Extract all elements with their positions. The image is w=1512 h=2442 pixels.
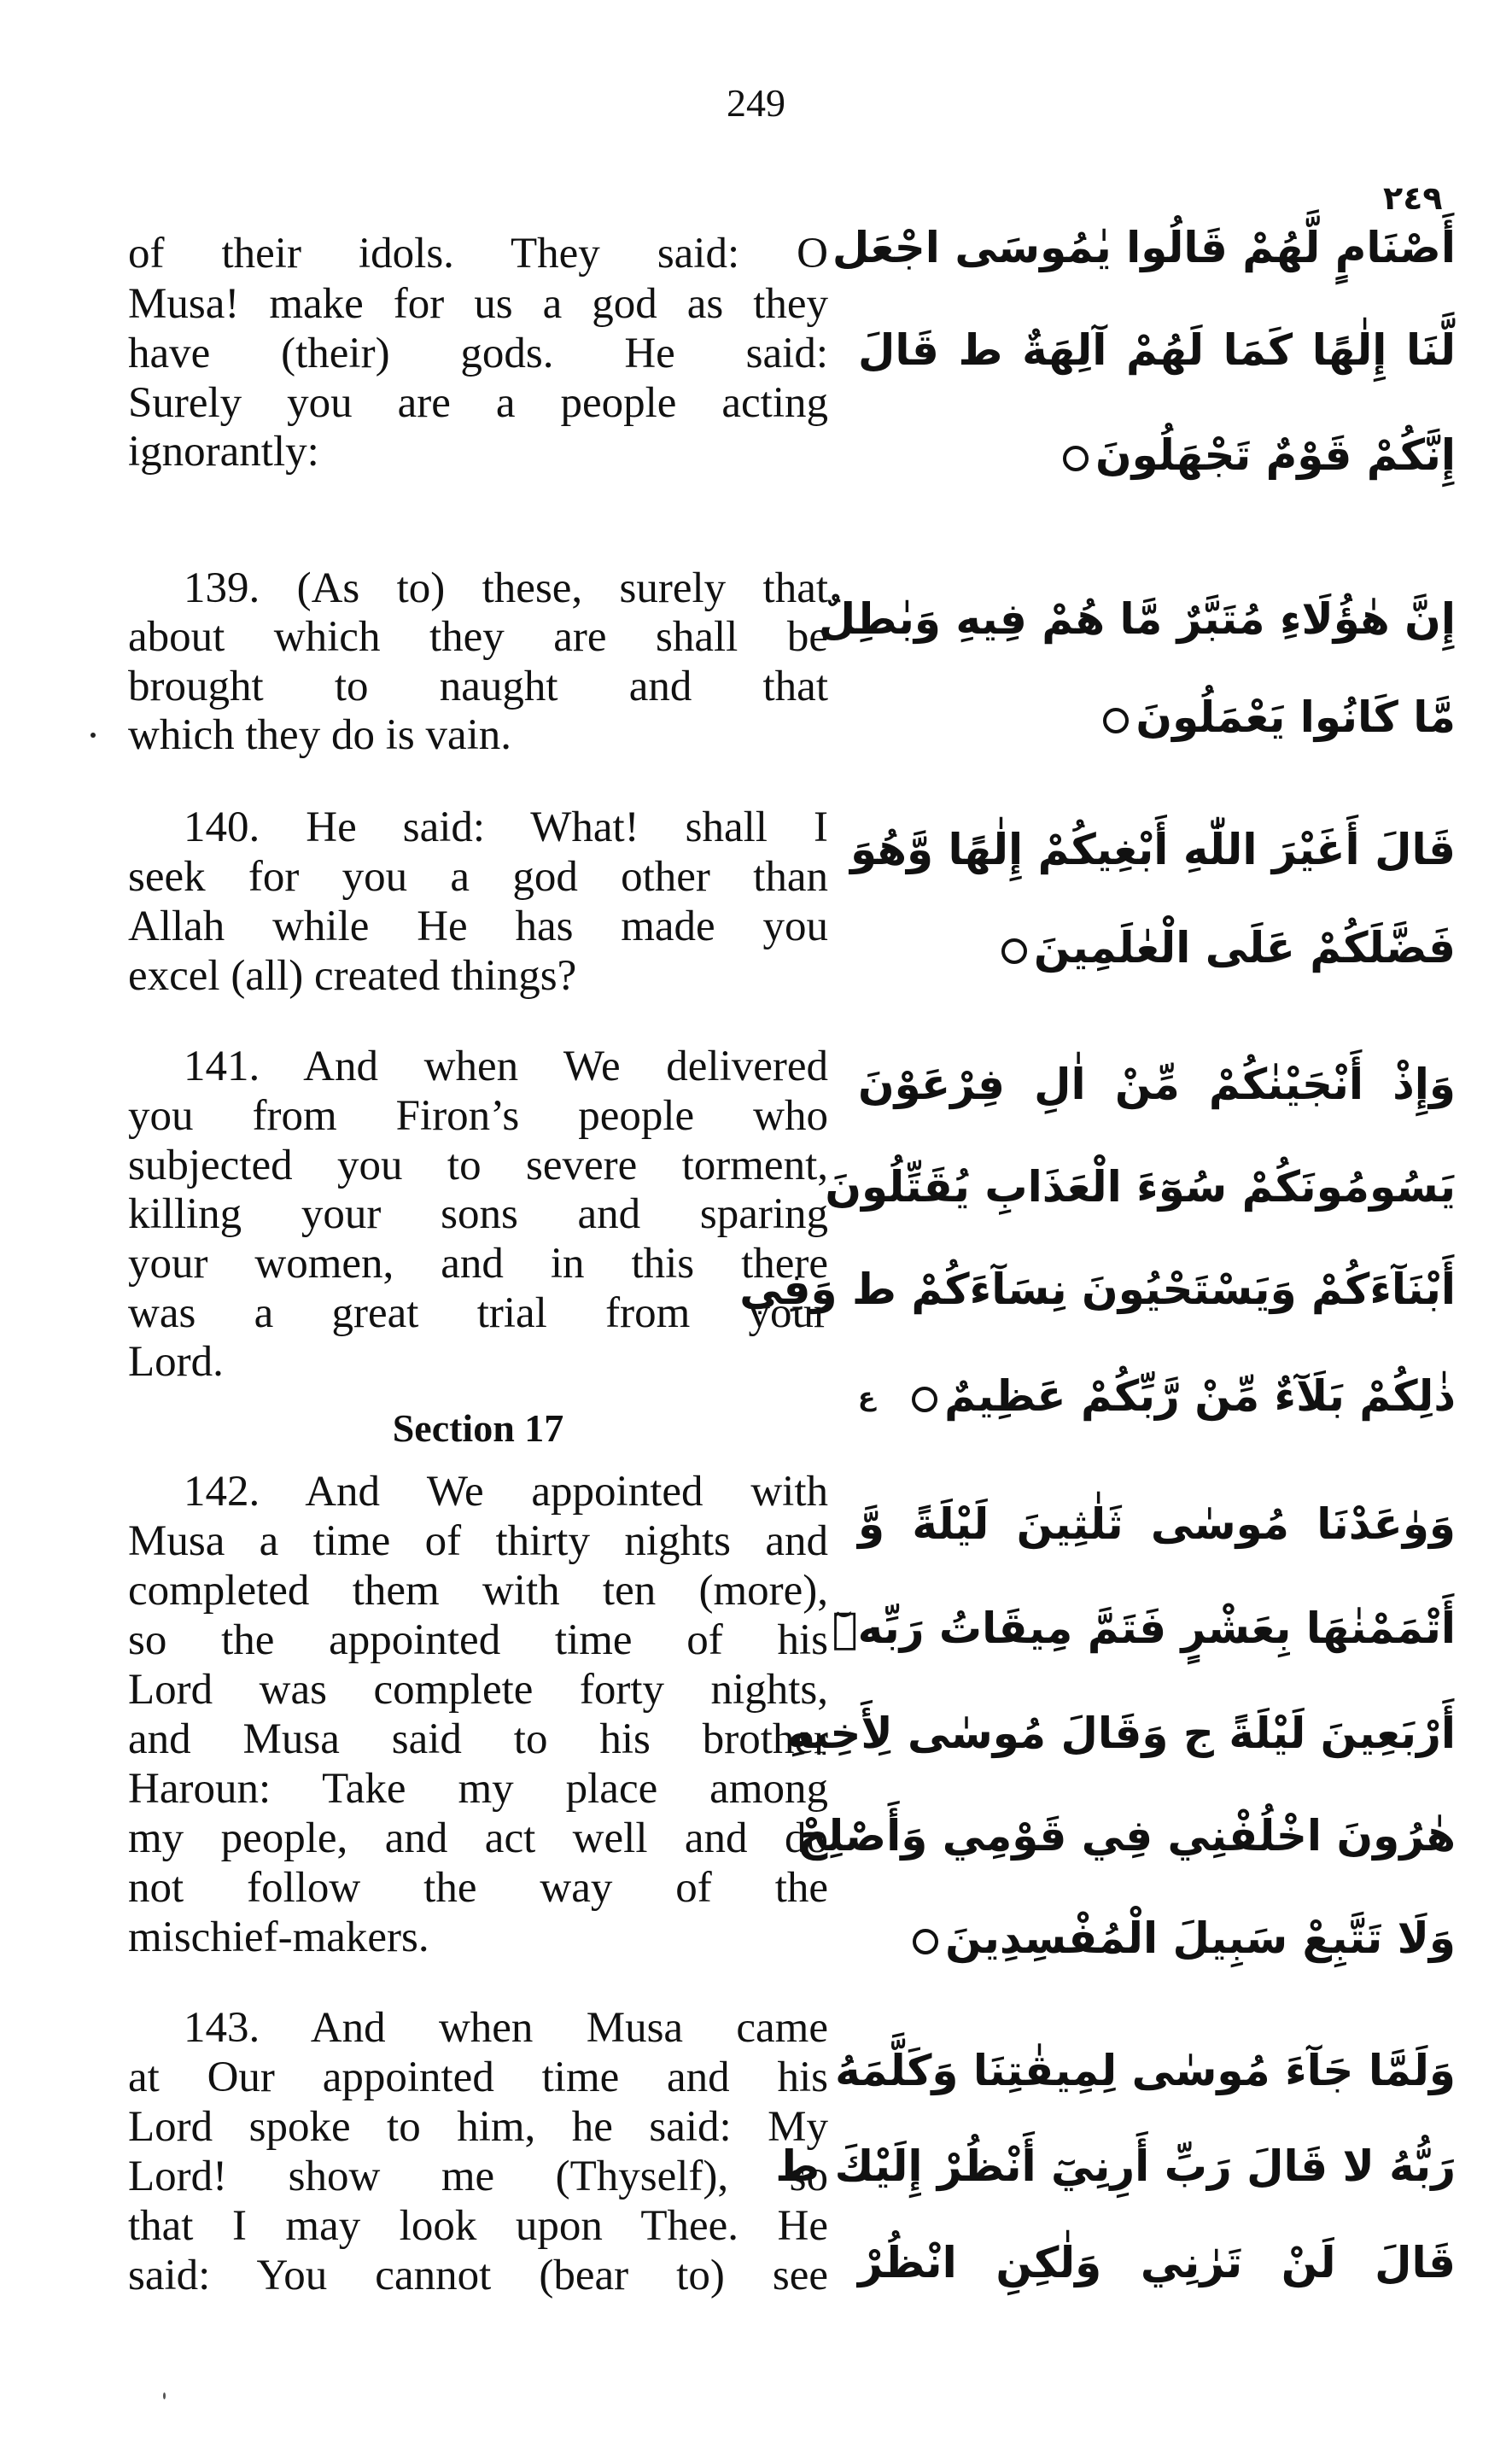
text-line: Lord! show me (Thyself), so (128, 2153, 828, 2200)
text-line: at Our appointed time and his (128, 2054, 828, 2101)
text-line: Lord spoke to him, he said: My (128, 2103, 828, 2151)
arabic-line: يَسُومُونَكُمْ سُوٓءَ الْعَذَابِ يُقَتِّلُونَ (825, 1162, 1456, 1212)
arabic-page-number: ٢٤٩ (1383, 179, 1443, 217)
arabic-line: أَتْمَمْنٰهَا بِعَشْرٍ فَتَمَّ مِيقَاتُ رَبِّهٖٓ (832, 1604, 1456, 1653)
text-line: so the appointed time of his (128, 1616, 828, 1664)
text-line: which they do is vain. (128, 711, 512, 759)
arabic-line (858, 909, 1456, 986)
arabic-text: وَلَا تَتَّبِعْ سَبِيلَ الْمُفْسِدِينَ (945, 1913, 1456, 1963)
text-line: brought to naught and that (128, 663, 828, 710)
arabic-line: قَالَ أَغَيْرَ اللّٰهِ أَبْغِيكُمْ إِلٰهًا وَّهُوَ (849, 825, 1456, 874)
verse-end-circle-icon (1063, 446, 1089, 471)
arabic-line: أَبْنَآءَكُمْ وَيَسْتَحْيُونَ نِسَآءَكُمْ ط وَفِي (739, 1265, 1456, 1314)
text-line: my people, and act well and do (128, 1814, 828, 1862)
text-line: your women, and in this there (128, 1240, 828, 1288)
text-line: subjected you to severe torment, (128, 1142, 828, 1189)
verse-end-circle-icon (1103, 708, 1129, 733)
text-line: mischief-makers. (128, 1913, 429, 1961)
arabic-line: وَلَمَّا جَآءَ مُوسٰى لِمِيقٰتِنَا وَكَلَّمَهُ (835, 2046, 1456, 2095)
arabic-line: لَّنَا إِلٰهًا كَمَا لَهُمْ آلِهَةٌ ط قَالَ (858, 325, 1456, 375)
text-line: Allah while He has made you (128, 903, 828, 950)
arabic-line: وَوٰعَدْنَا مُوسٰى ثَلٰثِينَ لَيْلَةً وَّ (858, 1499, 1456, 1549)
text-line: said: You cannot (bear to) see (128, 2252, 828, 2299)
text-line: Musa! make for us a god as they (128, 280, 828, 328)
arabic-line (858, 1900, 1456, 1977)
arabic-line: وَإِذْ أَنْجَيْنٰكُمْ مِّنْ اٰلِ فِرْعَوْنَ (858, 1060, 1456, 1109)
text-line: Haroun: Take my place among (128, 1765, 828, 1813)
print-speck (163, 2392, 166, 2399)
text-line: of their idols. They said: O (128, 230, 828, 278)
section-heading: Section 17 (392, 1406, 564, 1450)
text-line: not follow the way of the (128, 1864, 828, 1912)
arabic-text: ذٰلِكُمْ بَلَآءٌ مِّنْ رَّبِّكُمْ عَظِيمٌ (944, 1371, 1456, 1421)
text-line: Musa a time of thirty nights and (128, 1517, 828, 1565)
text-line: ignorantly: (128, 428, 319, 476)
text-line: that I may look upon Thee. He (128, 2202, 828, 2250)
text-line: Lord was complete forty nights, (128, 1666, 828, 1714)
text-line: and Musa said to his brother (128, 1715, 828, 1763)
arabic-line: إِنَّ هٰؤُلَاءِ مُتَبَّرٌ مَّا هُمْ فِيهِ وَبٰطِلٌ (818, 594, 1456, 644)
arabic-text: فَضَّلَكُمْ عَلَى الْعٰلَمِينَ (1033, 923, 1456, 973)
arabic-line (858, 417, 1456, 494)
text-line: 143. And when Musa came (184, 2004, 828, 2052)
text-line: excel (all) created things? (128, 952, 577, 1000)
text-line: seek for you a god other than (128, 853, 828, 901)
text-line: 142. And We appointed with (184, 1468, 828, 1516)
verse-end-circle-icon (1001, 938, 1027, 964)
text-line: about which they are shall be (128, 613, 828, 661)
text-line: 141. And when We delivered (184, 1043, 828, 1090)
arabic-line (926, 1358, 1456, 1434)
arabic-line: هٰرُونَ اخْلُفْنِي فِي قَوْمِي وَأَصْلِحْ (797, 1811, 1456, 1861)
arabic-text: إِنَّكُمْ قَوْمٌ تَجْهَلُونَ (1095, 430, 1456, 480)
text-line: completed them with ten (more), (128, 1567, 828, 1615)
print-speck (90, 733, 96, 738)
arabic-line: قَالَ لَنْ تَرٰنِي وَلٰكِنِ انْظُرْ (858, 2238, 1456, 2287)
text-line: was a great trial from your (128, 1289, 828, 1337)
arabic-text: مَّا كَانُوا يَعْمَلُونَ (1135, 692, 1456, 742)
text-line: you from Firon’s people who (128, 1092, 828, 1140)
text-line: Surely you are a people acting (128, 379, 828, 427)
verse-end-circle-icon (912, 1387, 937, 1412)
arabic-line: رَبُّهُ لا قَالَ رَبِّ أَرِنِيٓ أَنْظُرْ إِلَيْكَ ط (775, 2141, 1456, 2191)
arabic-line (858, 679, 1456, 756)
text-line: 140. He said: What! shall I (184, 803, 828, 851)
arabic-line: أَصْنَامٍ لَّهُمْ قَالُوا يٰمُوسَى اجْعَل (832, 223, 1456, 272)
verse-end-circle-icon (913, 1929, 938, 1954)
page-number: 249 (727, 81, 785, 125)
text-line: killing your sons and sparing (128, 1190, 828, 1238)
text-line: have (their) gods. He said: (128, 330, 828, 377)
ruku-mark-icon: ع (858, 1382, 876, 1412)
arabic-line: أَرْبَعِينَ لَيْلَةً ج وَقَالَ مُوسٰى لِأَخِيهِ (786, 1709, 1456, 1758)
text-line: 139. (As to) these, surely that (184, 564, 828, 612)
text-line: Lord. (128, 1338, 224, 1386)
